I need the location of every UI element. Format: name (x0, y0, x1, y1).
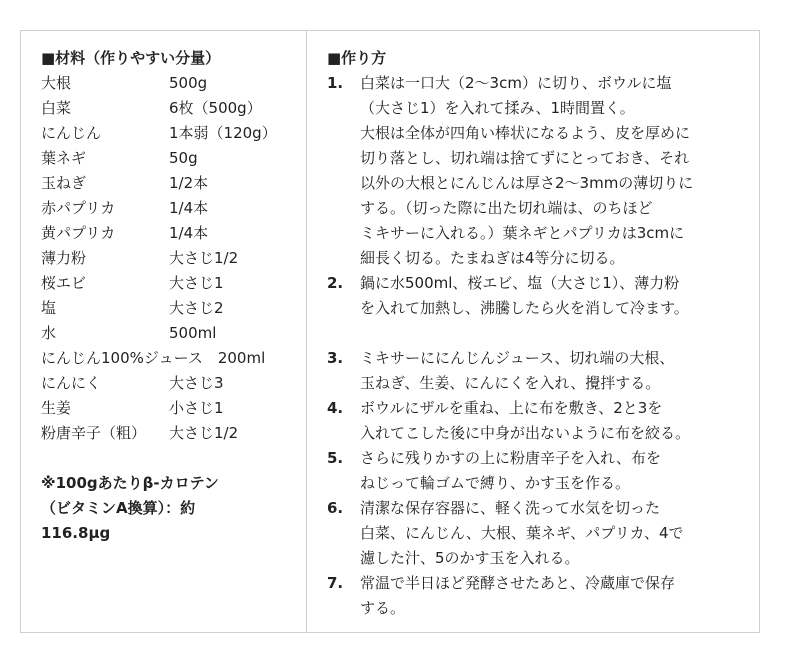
note-line: （ビタミンA換算）：約 (41, 499, 196, 517)
ingredient-amount: 大さじ3 (169, 374, 224, 392)
step-list (327, 71, 747, 621)
step-item (327, 271, 747, 321)
ingredient-name: 黄パプリカ (41, 224, 116, 242)
ingredient-name: 玉ねぎ (41, 174, 87, 192)
step-text (360, 396, 740, 446)
ingredient-row (41, 321, 301, 346)
ingredient-amount: 500g (169, 74, 208, 92)
step-item (327, 396, 747, 446)
column-divider (306, 31, 307, 632)
step-line: 清潔な保存容器に、軽く洗って水気を切った (360, 499, 661, 517)
ingredient-amount: 500ml (169, 324, 217, 342)
method-column (327, 46, 747, 621)
step-line: 以外の大根とにんじんは厚さ2〜3mmの薄切りに (360, 174, 694, 192)
step-line: 切り落とし、切れ端は捨てずにとっておき、それ (360, 149, 690, 167)
step-item (327, 346, 747, 396)
ingredient-name: 粉唐辛子（粗） (41, 424, 147, 442)
ingredient-row (41, 371, 301, 396)
ingredient-name: にんじん (41, 124, 102, 142)
step-line: する。 (360, 599, 406, 617)
step-line: 細長く切る。たまねぎは4等分に切る。 (360, 249, 625, 267)
step-line: を入れて加熱し、沸騰したら火を消して冷ます。 (360, 299, 689, 317)
step-item (327, 571, 747, 621)
ingredient-name: 大根 (41, 74, 72, 92)
nutrition-note (41, 471, 301, 546)
ingredient-row (41, 71, 301, 96)
ingredient-row (41, 96, 301, 121)
step-number: 4. (327, 399, 344, 417)
ingredient-amount: 1/4本 (169, 199, 209, 217)
step-line: ねじって輪ゴムで縛り、かす玉を作る。 (360, 474, 631, 492)
ingredient-row (41, 346, 301, 371)
ingredient-row (41, 146, 301, 171)
step-number: 5. (327, 449, 344, 467)
ingredient-name: 白菜 (41, 99, 72, 117)
ingredient-name: 葉ネギ (41, 149, 87, 167)
step-text (360, 271, 740, 321)
step-line: 鍋に水500ml、桜エビ、塩（大さじ1）、薄力粉 (360, 274, 680, 292)
ingredient-amount: 大さじ2 (169, 299, 224, 317)
method-heading: ■作り方 (327, 49, 387, 67)
step-line: 白菜、にんじん、大根、葉ネギ、パプリカ、4で (360, 524, 684, 542)
step-item (327, 496, 747, 571)
ingredient-name: 桜エビ (41, 274, 87, 292)
ingredient-row (41, 271, 301, 296)
note-line: ※100gあたりβ-カロテン (41, 474, 219, 492)
step-text (360, 496, 740, 571)
ingredient-row (41, 396, 301, 421)
step-number: 3. (327, 349, 344, 367)
step-text (360, 71, 740, 271)
step-line: 玉ねぎ、生姜、にんにくを入れ、攪拌する。 (360, 374, 661, 392)
step-line: さらに残りかすの上に粉唐辛子を入れ、布を (360, 449, 661, 467)
ingredient-name: にんじん100%ジュース 200ml (41, 349, 266, 367)
ingredient-amount: 50g (169, 149, 198, 167)
ingredient-amount: 大さじ1 (169, 274, 224, 292)
ingredient-name: 水 (41, 324, 57, 342)
step-number: 6. (327, 499, 344, 517)
step-line: ミキサーに入れる。）葉ネギとパプリカは3cmに (360, 224, 685, 242)
ingredient-amount: 大さじ1/2 (169, 424, 239, 442)
step-number: 7. (327, 574, 344, 592)
step-text (360, 446, 740, 496)
ingredient-row (41, 246, 301, 271)
step-number: 1. (327, 74, 344, 92)
step-line: 常温で半日ほど発酵させたあと、冷蔵庫で保存 (360, 574, 676, 592)
ingredients-column (41, 46, 301, 546)
step-text (360, 571, 740, 621)
ingredient-amount: 1/4本 (169, 224, 209, 242)
step-line: 大根は全体が四角い棒状になるよう、皮を厚めに (360, 124, 691, 142)
recipe-table (20, 30, 760, 633)
step-line: ミキサーににんじんジュース、切れ端の大根、 (360, 349, 675, 367)
step-line: 白菜は一口大（2〜3cm）に切り、ボウルに塩 (360, 74, 672, 92)
note-line: 116.8μg (41, 524, 111, 542)
ingredient-row (41, 296, 301, 321)
ingredient-name: にんにく (41, 374, 102, 392)
step-line: ボウルにザルを重ね、上に布を敷き、2と3を (360, 399, 663, 417)
ingredient-name: 赤パプリカ (41, 199, 116, 217)
step-text (360, 346, 740, 396)
ingredient-amount: 1本弱（120g） (169, 124, 277, 142)
ingredient-name: 薄力粉 (41, 249, 87, 267)
ingredient-row (41, 221, 301, 246)
step-line: 濾した汁、5のかす玉を入れる。 (360, 549, 580, 567)
ingredient-row (41, 171, 301, 196)
ingredient-list (41, 71, 301, 446)
step-item (327, 446, 747, 496)
ingredients-heading: ■材料（作りやすい分量） (41, 49, 221, 67)
ingredient-amount: 1/2本 (169, 174, 209, 192)
step-line: する。（切った際に出た切れ端は、のちほど (360, 199, 653, 217)
ingredient-amount: 小さじ1 (169, 399, 224, 417)
ingredient-row (41, 196, 301, 221)
step-line: （大さじ1）を入れて揉み、1時間置く。 (360, 99, 635, 117)
step-item (327, 71, 747, 271)
step-number: 2. (327, 274, 344, 292)
ingredient-row (41, 421, 301, 446)
step-line: 入れてこした後に中身が出ないように布を絞る。 (360, 424, 691, 442)
ingredient-amount: 6枚（500g） (169, 99, 262, 117)
ingredient-row (41, 121, 301, 146)
ingredient-amount: 大さじ1/2 (169, 249, 239, 267)
step-spacer (327, 321, 747, 346)
ingredient-name: 塩 (41, 299, 57, 317)
ingredient-name: 生姜 (41, 399, 72, 417)
